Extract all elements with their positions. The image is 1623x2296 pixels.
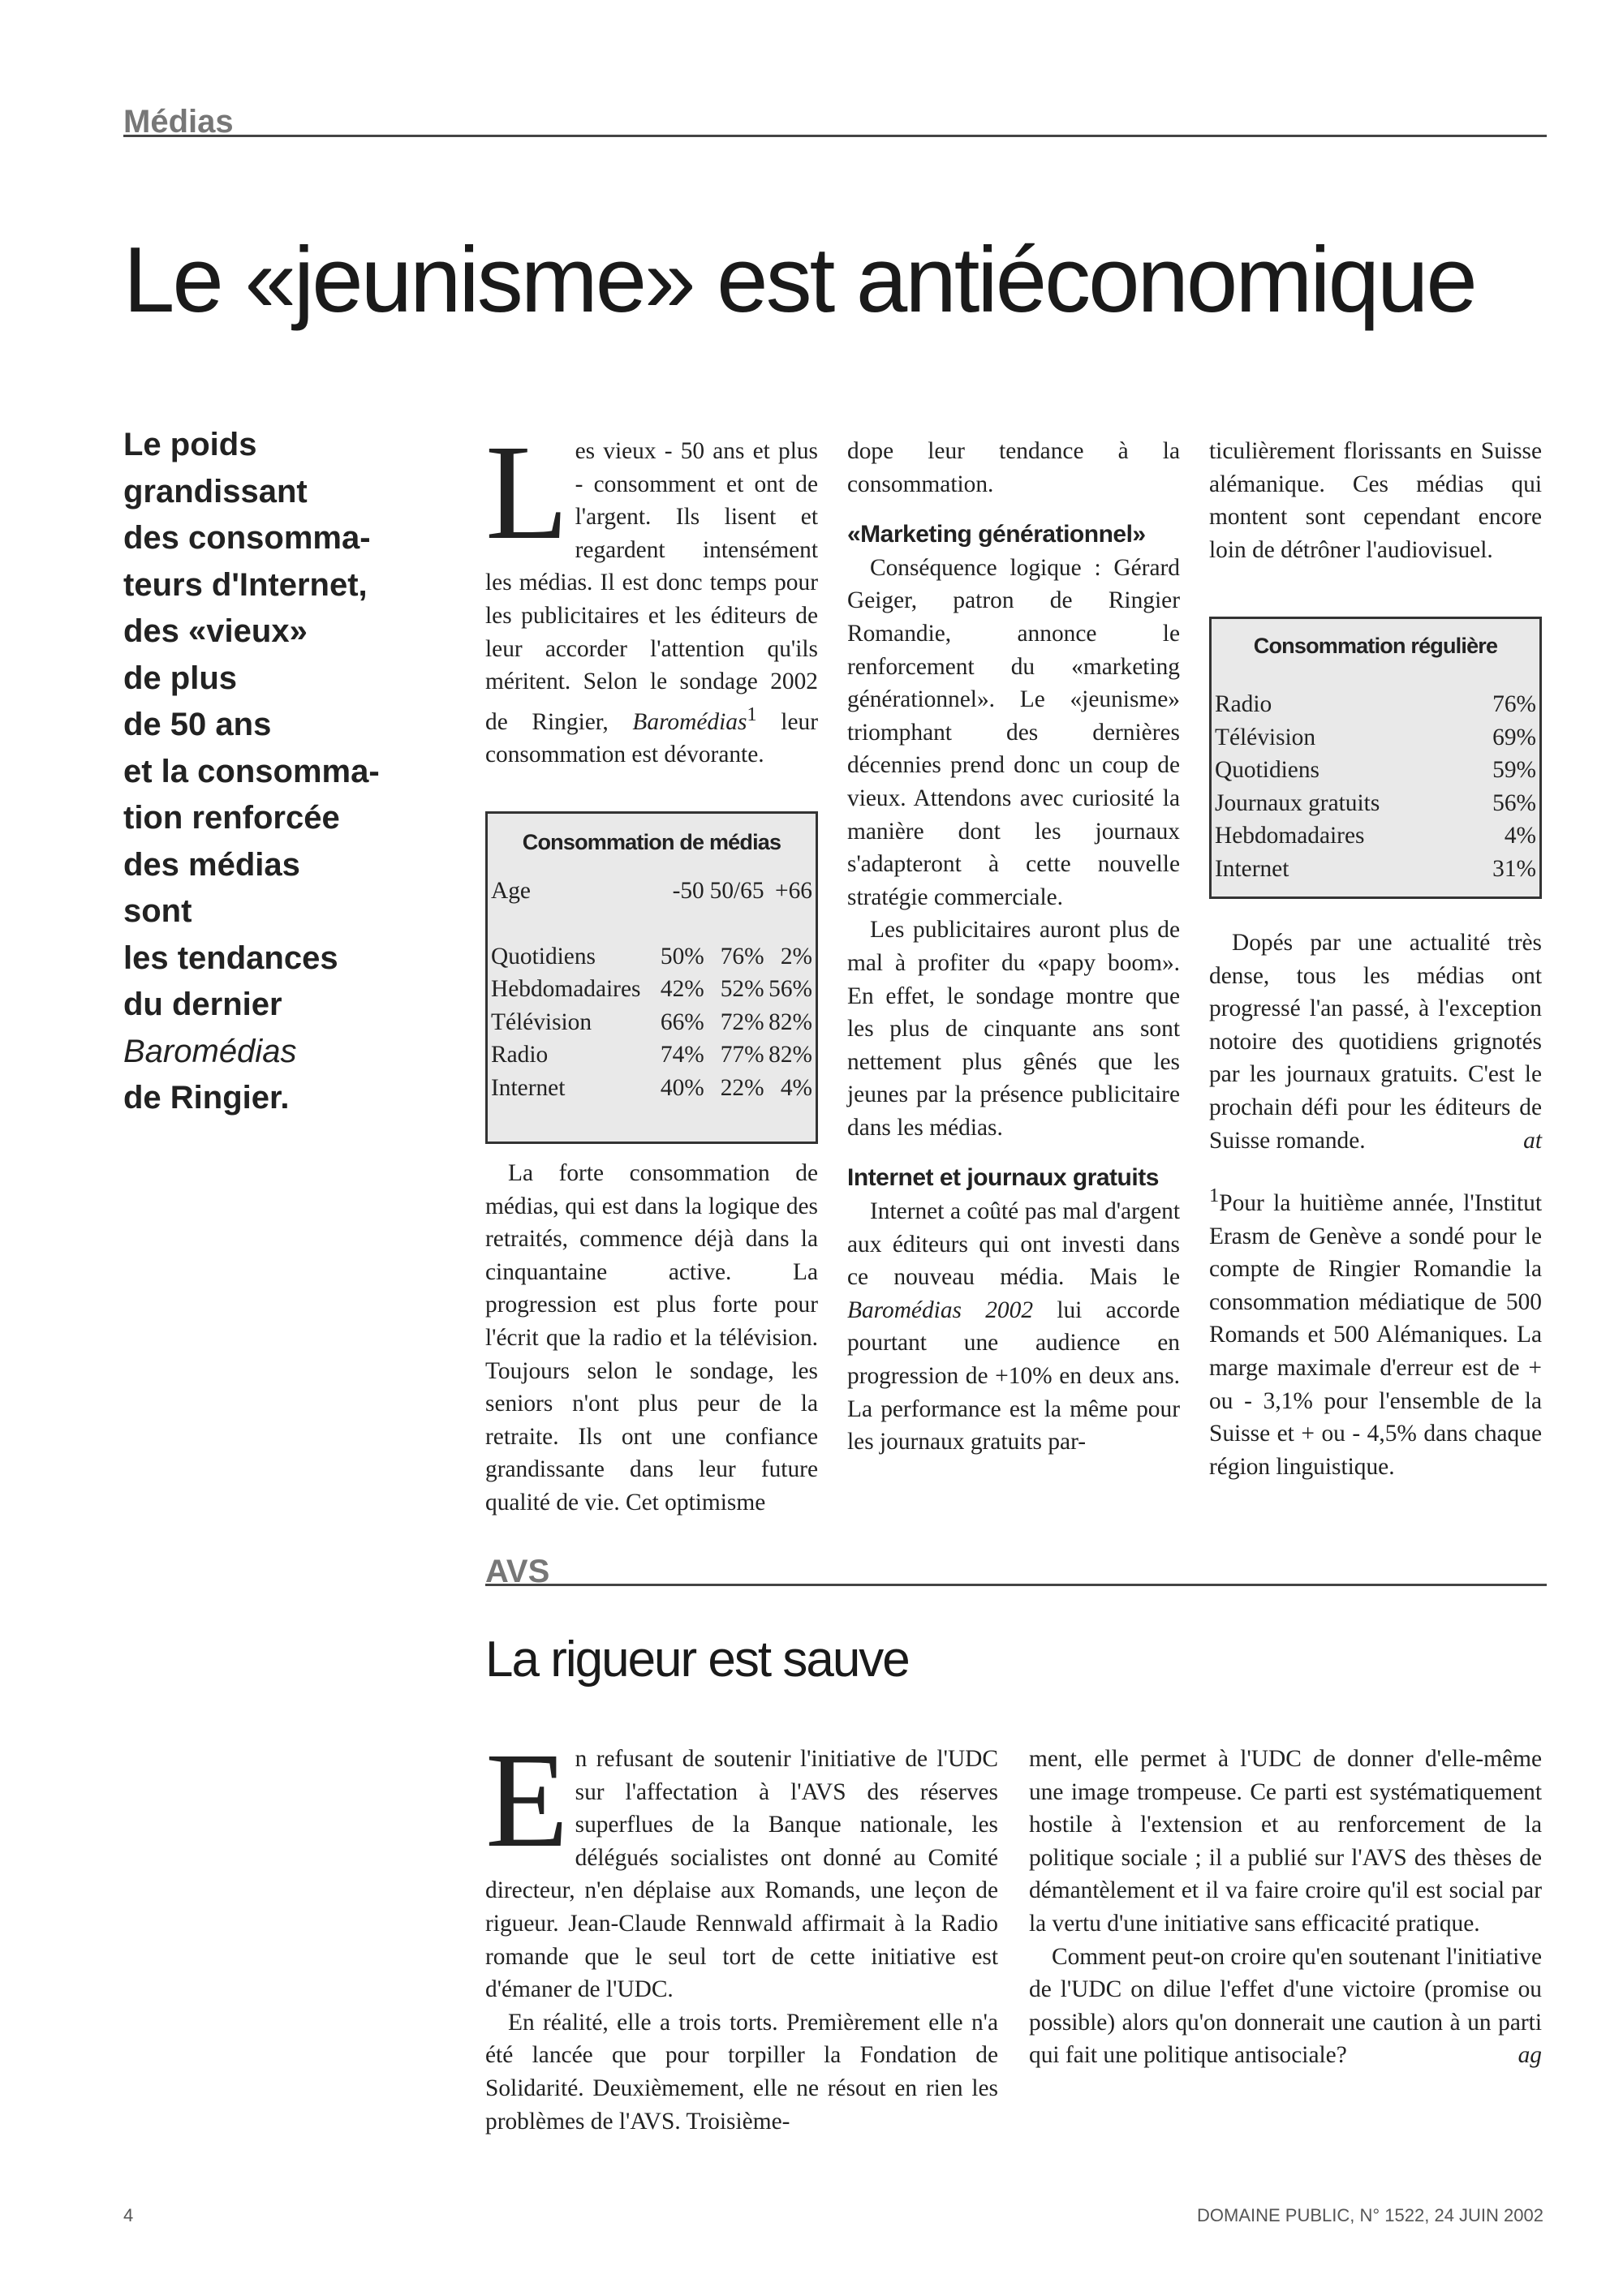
table-cell: 4% [1504,823,1536,849]
article1-column-1-cont [485,1157,818,1520]
table-cell: 52% [720,976,764,1003]
page-number: 4 [123,2205,134,2225]
intro-line: teurs d'Internet, [123,566,368,603]
table-row [1215,819,1536,853]
dropcap: E [485,1725,569,1876]
article2-column-1 [485,1725,998,2138]
paragraph-text: lui accorde pourtant une audience en progression de +10% en deux ans. La performance est la même pour les journaux gratuits par- [847,1296,1180,1455]
table-cell: Télévision [1215,724,1316,750]
paragraph-text: Internet a coûté pas mal d'argent aux éditeurs qui ont investi dans ce nouveau média. Mais le [847,1198,1180,1291]
table-cell: 72% [720,1008,764,1035]
table-row [491,1006,812,1039]
table-row [1215,754,1536,787]
paragraph-text: dope leur tendance à la consommation. [847,438,1180,497]
table-cell: Radio [491,1042,549,1068]
table-cell: 82% [768,1008,812,1035]
publication-footer: DOMAINE PUBLIC, N° 1522, 24 JUIN 2002 [1197,2205,1543,2225]
paragraph-text: En réalité, elle a trois torts. Premièrement elle n'a été lancée que pour torpiller la Fondation de Solidarité. Deuxièmement, elle ne résout en rien les problèmes de l'AVS. Troisième- [485,2009,998,2135]
table-cell: 76% [1492,691,1536,717]
table-cell: Journaux gratuits [1215,789,1380,816]
table-cell: 69% [1492,724,1536,750]
table-cell: Internet [1215,855,1289,882]
intro-line-emphasis: Baromédias [123,1033,297,1069]
table-cell: 66% [660,1008,704,1035]
table-cell: Télévision [491,1008,592,1035]
article-title: Le «jeunisme» est antiéconomique [123,229,1475,332]
table-cell: +66 [775,878,812,904]
intro-line: Le poids [123,427,257,462]
paragraph-text: es vieux - 50 ans et plus - consomment et ont de l'argent. Ils lisent et regardent intensément les médias. Il est donc temps pour les publicitaires et les éditeurs de leur accorder l'attention qu'ils méritent. Selon le sondage 2002 de Ringier, [485,438,818,735]
table-cell: 22% [720,1074,764,1101]
article1-column-3-cont [1209,927,1542,1483]
table-cell: 31% [1492,855,1536,882]
paragraph-text: Les publicitaires auront plus de mal à profiter du «papy boom». En effet, le sondage montre que les plus de cinquante ans sont nettement plus gênés que les jeunes par la présence publicitaire dans les médias. [847,917,1180,1141]
table-cell: 40% [660,1074,704,1101]
intro-line: des médias [123,846,300,883]
table-cell: Hebdomadaires [1215,823,1365,849]
table-cell: 4% [780,1074,812,1101]
table-row [491,1038,812,1072]
paragraph-text: n refusant de soutenir l'initiative de l'UDC sur l'affectation à l'AVS des réserves superflues de la Banque nationale, les délégués socialistes ont donné au Comité directeur, n'en déplaise aux Romands, une leçon de rigueur. Jean-Claude Rennwald affirmait à la Radio romande que le seul tort de cette initiative est d'émaner de l'UDC. [485,1746,998,2003]
table-cell: Quotidiens [491,943,596,970]
section-rule [485,1584,1547,1586]
table-row [491,1072,812,1105]
dropcap: L [485,417,569,568]
table-title: Consommation régulière [1253,634,1498,658]
table-row [1215,853,1536,886]
table-row [1215,787,1536,820]
author-signature: ag [1518,2042,1542,2069]
intro-line: des consomma- [123,520,371,556]
footnote-text: Pour la huitième année, l'Institut Erasm de Genève a sondé pour le compte de Ringier Romandie la consommation médiatique de 500 Romands et 500 Alémaniques. La marge maximale d'erreur est de + ou - 3,1% pour l'ensemble de la Suisse et + ou - 4,5% dans chaque région linguistique. [1209,1189,1542,1480]
article2-title: La rigueur est sauve [485,1632,909,1688]
paragraph-text: Conséquence logique : Gérard Geiger, patron de Ringier Romandie, annonce le renforcement du «marketing générationnel». Le «jeunisme» triomphant des dernières décennies prend donc un coup de vieux. Attendons avec curiosité la manière dont les journaux s'adapteront à cette nouvelle stratégie commerciale. [847,554,1180,910]
media-consumption-table [485,811,818,1144]
table-cell: 82% [768,1042,812,1068]
table-row [1215,688,1536,721]
intro-line: de plus [123,660,238,696]
table-cell: 56% [768,976,812,1003]
intro-line: grandissant [123,473,308,510]
table-cell: 42% [660,976,704,1003]
regular-consumption-table [1209,617,1542,899]
intro-line: des «vieux» [123,613,308,649]
section-label-avs: AVS [485,1554,550,1589]
article2-column-2 [1029,1743,1542,2072]
table-row [1215,721,1536,755]
table-cell: Internet [491,1074,566,1101]
paragraph-text: Dopés par une actualité très dense, tous les médias ont progressé l'an passé, à l'exception notoire des quotidiens grignotés par les journaux gratuits. C'est le prochain défi pour les éditeurs de Suisse romande. [1209,930,1542,1154]
table-cell: 56% [1492,789,1536,816]
intro-line: du dernier [123,987,282,1022]
paragraph-text: ment, elle permet à l'UDC de donner d'elle-même une image trompeuse. Ce parti est systématiquement hostile à l'extension et au renforcement de la politique sociale ; il a publié sur l'AVS des thèses de démantèlement et il va faire croire qu'il est social par la vertu d'une initiative sans efficacité pratique. [1029,1746,1542,1937]
article1-column-2 [847,435,1180,1459]
table-cell: 76% [720,943,764,970]
table-cell: Hebdomadaires [491,976,641,1003]
table-cell: 2% [780,943,812,970]
paragraph-text: Comment peut-on croire qu'en soutenant l'initiative de l'UDC on dilue l'effet d'une victoire (promise ou possible) alors qu'on donnerait une caution à un parti qui fait une politique antisociale? [1029,1943,1542,2069]
table-cell: 50% [660,943,704,970]
intro-line: et la consomma- [123,753,380,789]
intro-line: de 50 ans [123,707,272,742]
intro-line: les tendances [123,939,338,976]
emphasis-text: Baromédias [632,708,747,735]
table-cell: Radio [1215,691,1272,717]
article-intro [123,422,432,1122]
intro-line: de Ringier. [123,1080,290,1116]
intro-line: sont [123,893,192,929]
table-row [491,940,812,974]
author-signature: at [1523,1127,1542,1154]
section-label-medias: Médias [123,104,234,140]
paragraph-text: leur consommation est dévorante. [485,708,819,768]
footnote-number: 1 [1209,1185,1220,1207]
table-cell: 77% [720,1042,764,1068]
table-cell: 50/65 [709,878,764,904]
article1-column-1 [485,417,819,772]
subheading: «Marketing générationnel» [847,521,1146,548]
subheading: Internet et journaux gratuits [847,1164,1159,1192]
table-cell: Age [491,878,531,904]
table-title: Consommation de médias [522,830,781,854]
table-cell: Quotidiens [1215,757,1319,784]
section-rule [123,135,1547,137]
article1-column-3 [1209,435,1542,566]
table-cell: -50 [672,878,704,904]
paragraph-text: ticulièrement florissants en Suisse alémanique. Ces médias qui montent sont cependant encore loin de détrôner l'audiovisuel. [1209,438,1542,563]
intro-line: tion renforcée [123,800,340,836]
table-cell: 74% [660,1042,704,1068]
paragraph-text: La forte consommation de médias, qui est dans la logique des retraités, commence déjà dans la cinquantaine active. La progression est plus forte pour l'écrit que la radio et la télévision. Toujours selon le sondage, les seniors n'ont plus peur de la retraite. Ils ont une confiance grandissante dans leur future qualité de vie. Cet optimisme [485,1160,818,1516]
table-row [491,973,812,1006]
footnote-ref: 1 [747,703,757,725]
emphasis-text: Baromédias 2002 [847,1296,1034,1323]
table-cell: 59% [1492,757,1536,784]
table-header-row [491,875,812,908]
